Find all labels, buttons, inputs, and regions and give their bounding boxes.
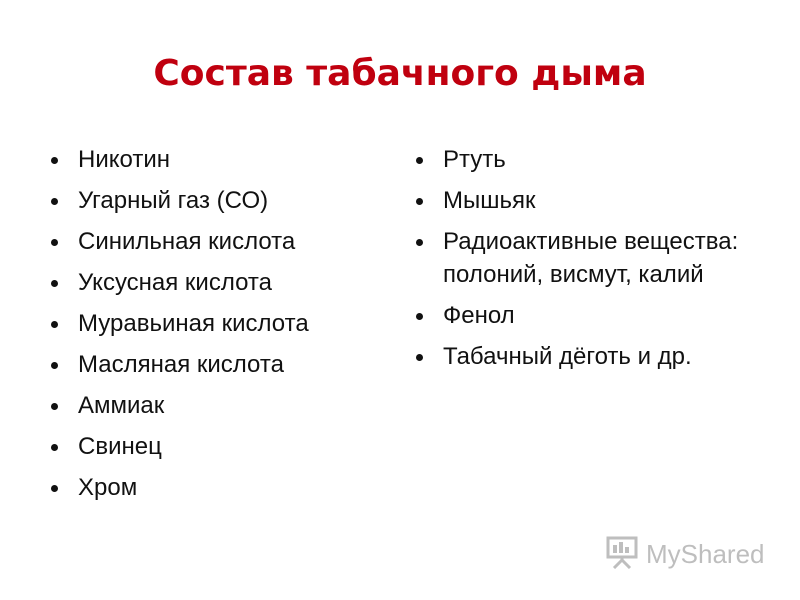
list-item: Муравьиная кислота [48, 307, 378, 340]
presentation-board-icon [606, 535, 640, 574]
right-bullet-list [413, 143, 753, 381]
list-item: Свинец [48, 430, 378, 463]
list-item: Табачный дёготь и др. [413, 340, 753, 373]
list-item: Угарный газ (СО) [48, 184, 378, 217]
list-item: Уксусная кислота [48, 266, 378, 299]
list-item: Радиоактивные вещества: полоний, висмут, калий [413, 225, 753, 291]
list-item: Мышьяк [413, 184, 753, 217]
list-item: Хром [48, 471, 378, 504]
list-item: Ртуть [413, 143, 753, 176]
list-item: Фенол [413, 299, 753, 332]
list-item: Никотин [48, 143, 378, 176]
list-item: Аммиак [48, 389, 378, 422]
myshared-watermark [606, 536, 765, 572]
list-item: Синильная кислота [48, 225, 378, 258]
watermark-text: MyShared [646, 538, 765, 569]
slide-title: Состав табачного дыма [153, 53, 647, 94]
left-bullet-list [48, 143, 378, 512]
list-item: Масляная кислота [48, 348, 378, 381]
